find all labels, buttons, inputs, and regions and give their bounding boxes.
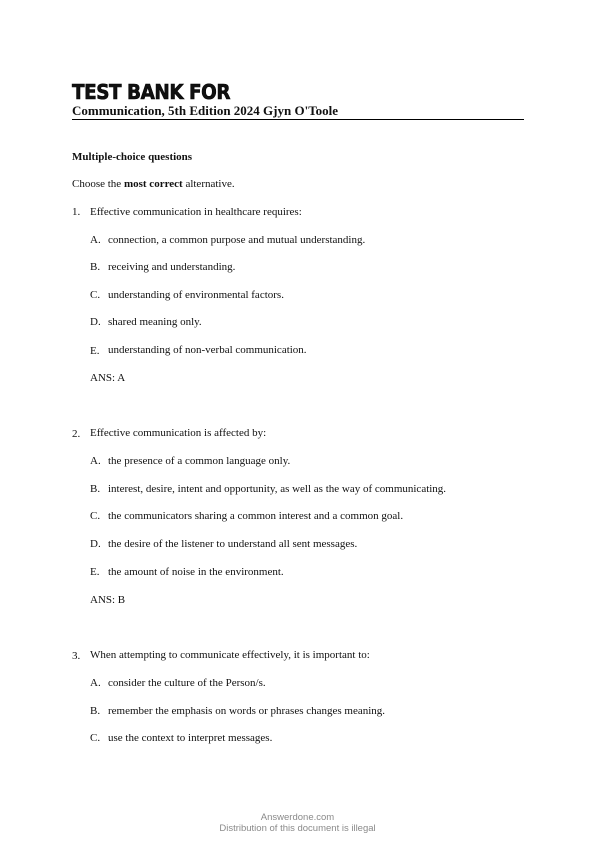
option-letter: A. [90, 677, 101, 689]
option-text: shared meaning only. [108, 316, 202, 328]
option-text: the presence of a common language only. [108, 455, 291, 467]
option-letter: B. [90, 261, 101, 273]
option-text: connection, a common purpose and mutual understanding. [108, 234, 366, 246]
option-text: use the context to interpret messages. [108, 732, 273, 744]
option-letter: C. [90, 732, 101, 744]
option-letter: D. [90, 538, 101, 550]
instruction-emphasis: most correct [123, 178, 183, 190]
document-subtitle: Communication, 5th Edition 2024 Gjyn O'Toole [72, 103, 339, 118]
instruction-post: alternative. [182, 178, 235, 190]
footer-watermark-site: Answerdone.com [260, 812, 335, 823]
option-letter: A. [90, 455, 101, 467]
question-number: 3. [72, 650, 81, 662]
option-text: receiving and understanding. [108, 261, 236, 273]
answer-key: ANS: A [90, 372, 126, 384]
option-text: remember the emphasis on words or phrases changes meaning. [108, 705, 386, 717]
option-letter: C. [90, 289, 101, 301]
option-text: the amount of noise in the environment. [108, 566, 284, 578]
option-text: consider the culture of the Person/s. [108, 677, 266, 689]
answer-key: ANS: B [90, 594, 126, 606]
section-heading: Multiple-choice questions [72, 151, 193, 163]
option-letter: B. [90, 483, 101, 495]
option-letter: D. [90, 316, 101, 328]
footer-watermark-notice: Distribution of this document is illegal [219, 823, 376, 834]
option-text: understanding of environmental factors. [108, 289, 284, 301]
option-text: the desire of the listener to understand all sent messages. [108, 538, 358, 550]
title-divider [72, 119, 524, 120]
instruction-text [72, 178, 235, 190]
option-letter: C. [90, 510, 101, 522]
option-text: the communicators sharing a common interest and a common goal. [108, 510, 404, 522]
option-text: interest, desire, intent and opportunity, as well as the way of communicating. [108, 483, 447, 495]
option-letter: A. [90, 234, 101, 246]
option-text: understanding of non-verbal communication. [108, 344, 307, 356]
instruction-pre: Choose the [72, 178, 124, 190]
question-number: 1. [72, 206, 81, 218]
option-letter: E. [90, 566, 100, 578]
option-letter: B. [90, 705, 101, 717]
question-text: Effective communication in healthcare requires: [90, 206, 302, 218]
option-letter: E. [90, 345, 100, 357]
question-text: Effective communication is affected by: [90, 427, 267, 439]
question-number: 2. [72, 428, 81, 440]
question-text: When attempting to communicate effectively, it is important to: [90, 649, 370, 661]
page-title: TEST BANK FOR [72, 80, 231, 104]
